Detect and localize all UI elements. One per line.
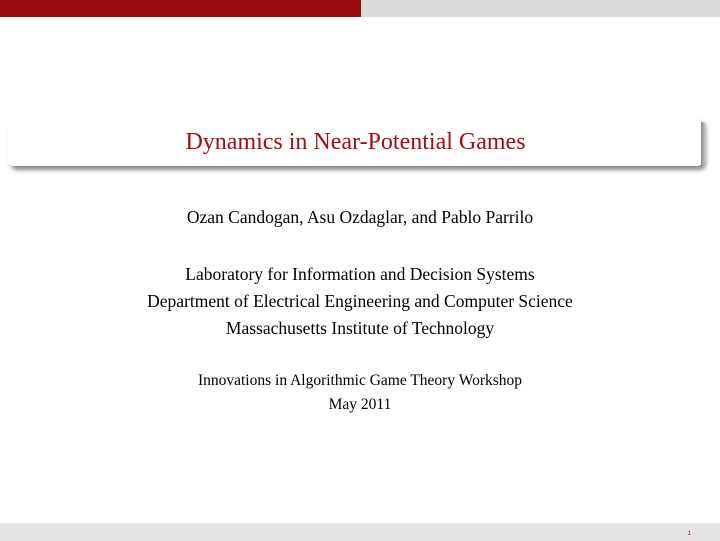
- event-block: [0, 369, 720, 417]
- event-date: May 2011: [328, 396, 392, 413]
- progress-bar-filled: [0, 0, 361, 17]
- affiliation-line: Department of Electrical Engineering and Computer Science: [147, 291, 573, 311]
- page-number: 1: [687, 531, 691, 537]
- footer-bar: [0, 523, 720, 541]
- event-name: Innovations in Algorithmic Game Theory Workshop: [197, 372, 523, 389]
- authors: Ozan Candogan, Asu Ozdaglar, and Pablo Parrilo: [186, 207, 534, 227]
- affiliation-line: Laboratory for Information and Decision Systems: [185, 264, 535, 284]
- title-box: [8, 118, 703, 166]
- affiliation-line: Massachusetts Institute of Technology: [225, 318, 495, 338]
- progress-bar: [0, 0, 720, 17]
- slide-title: Dynamics in Near-Potential Games: [185, 128, 526, 155]
- affiliation-block: [0, 261, 720, 342]
- progress-bar-empty: [361, 0, 720, 17]
